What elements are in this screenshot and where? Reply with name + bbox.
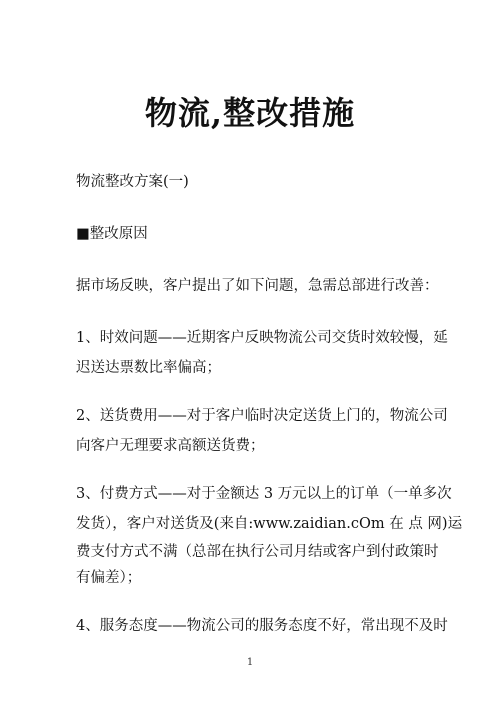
paragraph-line: 向客户无理要求高额送货费； — [76, 438, 265, 454]
paragraph-line: 有偏差）； — [76, 570, 142, 586]
page-number: 1 — [246, 657, 254, 668]
paragraph-line: 据市场反映，客户提出了如下问题，急需总部进行改善： — [76, 278, 439, 294]
paragraph-line: 1、时效问题——近期客户反映物流公司交货时效较慢，延 — [76, 330, 448, 346]
paragraph-line: 4、服务态度——物流公司的服务态度不好，常出现不及时 — [76, 618, 448, 634]
paragraph-line: 发货），客户对送货及(来自:www.zaidian.cOm 在 点 网)运 — [76, 516, 463, 532]
paragraph-line: 2、送货费用——对于客户临时决定送货上门的，物流公司 — [76, 408, 448, 424]
document-title: 物流,整改措施 — [144, 94, 356, 132]
section-heading: 物流整改方案(一) — [76, 174, 189, 190]
subsection-heading: ■整改原因 — [76, 226, 148, 242]
paragraph-line: 迟送达票数比率偏高； — [76, 360, 221, 376]
paragraph-line: 费支付方式不满（总部在执行公司月结或客户到付政策时 — [76, 544, 439, 560]
paragraph-line: 3、付费方式——对于金额达 3 万元以上的订单（一单多次 — [76, 486, 452, 502]
